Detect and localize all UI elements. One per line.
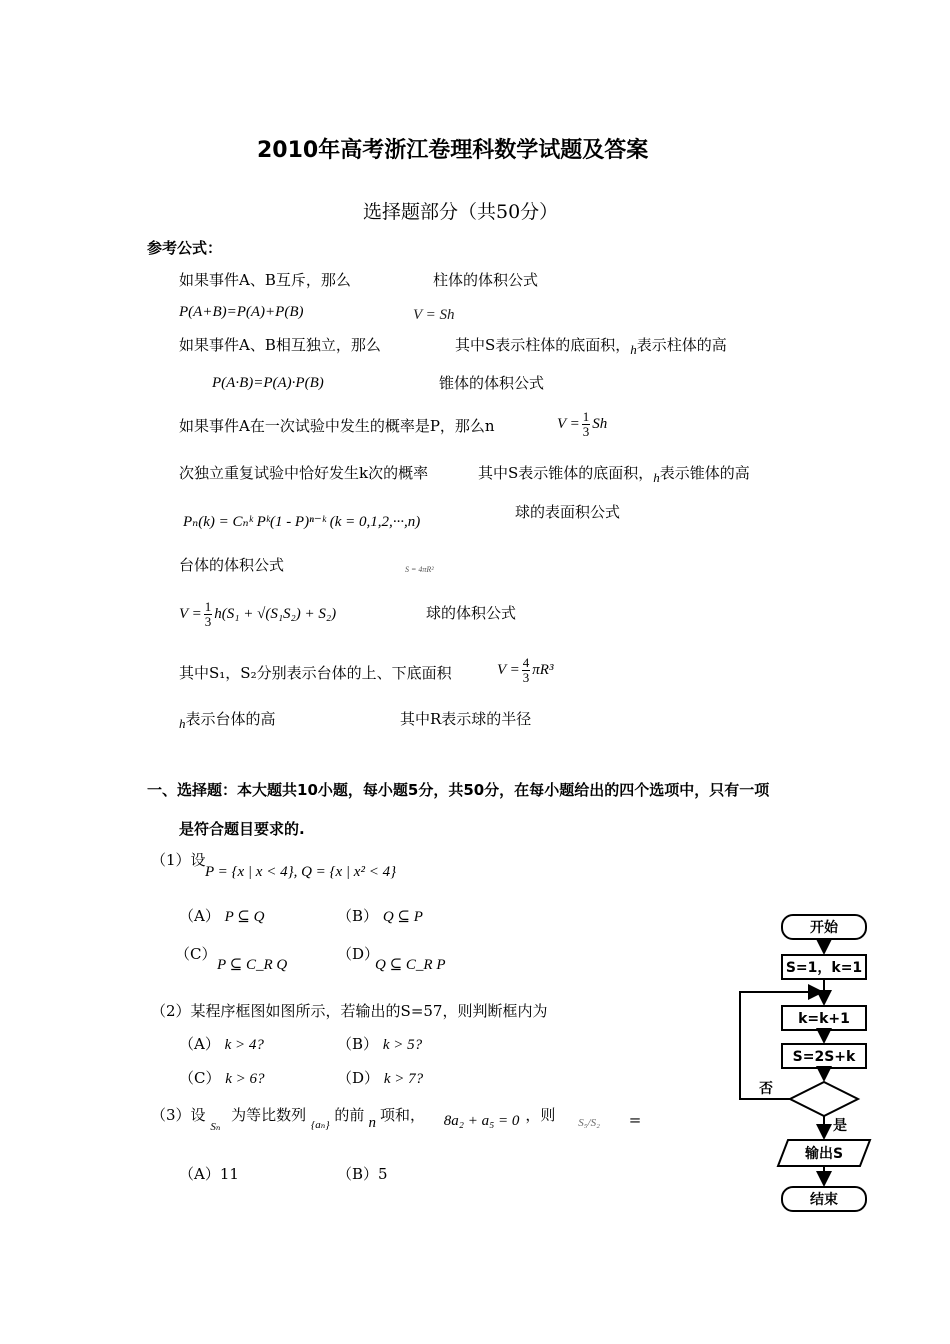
prism-volume-formula: V = Sh xyxy=(413,307,455,323)
q2-text: （2）某程序框图如图所示，若输出的S=57，则判断框内为 xyxy=(151,1002,548,1020)
program-flowchart xyxy=(730,905,880,1225)
frustum-description: 其中S₁，S₂分别表示台体的上、下底面积 xyxy=(179,664,452,682)
prism-volume-title: 柱体的体积公式 xyxy=(433,271,539,289)
q1-option-d-label: （D） xyxy=(337,945,380,963)
q1-option-d: Q ⊆ C_R P xyxy=(375,957,446,973)
repeated-trials-text: 次独立重复试验中恰好发生k次的概率 xyxy=(179,464,429,482)
flow-update-label: S=2S+k xyxy=(792,1049,856,1065)
cone-volume-title: 锥体的体积公式 xyxy=(439,374,545,392)
q1-sets: P = {x | x < 4}, Q = {x | x² < 4} xyxy=(205,864,397,880)
binomial-formula: Pₙ(k) = Cₙᵏ Pᵏ(1 - P)ⁿ⁻ᵏ (k = 0,1,2,···,n) xyxy=(183,514,421,530)
frustum-height-description: h表示台体的高 xyxy=(179,710,276,731)
multiplication-rule: P(A·B)=P(A)·P(B) xyxy=(212,375,324,391)
addition-rule: P(A+B)=P(A)+P(B) xyxy=(179,304,304,320)
q3-text: （3）设 $_{S_n}$ 为等比数列 $_{\{a_n\}}$ 的前 n 项和， 8a₂ + a₅ = 0 ，则 $_{S_5/S_2}$ = xyxy=(151,1106,642,1133)
sphere-surface-formula: S = 4πR² xyxy=(405,565,434,574)
section-subtitle: 选择题部分（共50分） xyxy=(363,201,559,223)
q2-option-b: （B） k > 5? xyxy=(337,1035,423,1053)
q1-option-c-label: （C） xyxy=(175,945,217,963)
flow-init-label: S=1，k=1 xyxy=(785,960,863,976)
prism-description: 其中S表示柱体的底面积，h表示柱体的高 xyxy=(455,336,727,357)
flow-no-label: 否 xyxy=(759,1081,773,1097)
formulas-heading: 参考公式： xyxy=(147,239,223,257)
page-title: 2010年高考浙江卷理科数学试题及答案 xyxy=(257,138,649,163)
frustum-volume-title: 台体的体积公式 xyxy=(179,556,285,574)
trial-probability-text: 如果事件A在一次试验中发生的概率是P，那么n xyxy=(179,417,495,435)
section-instructions-line2: 是符合题目要求的. xyxy=(179,820,305,838)
q3-option-a: （A）11 xyxy=(179,1165,239,1183)
cone-volume-formula: V = $\frac{1}{3}$ Sh xyxy=(557,409,608,439)
flow-yes-label: 是 xyxy=(833,1118,847,1134)
flow-decision-node xyxy=(790,1082,858,1116)
sphere-surface-title: 球的表面积公式 xyxy=(515,503,621,521)
q1-option-c: P ⊆ C_R Q xyxy=(217,957,288,973)
q2-option-c: （C） k > 6? xyxy=(179,1069,265,1087)
sphere-volume-title: 球的体积公式 xyxy=(426,604,517,622)
section-instructions-line1: 一、选择题：本大题共10小题，每小题5分，共50分，在每小题给出的四个选项中，只有一项 xyxy=(147,781,770,799)
q1-label: （1）设 xyxy=(151,851,206,869)
cone-description: 其中S表示锥体的底面积，h表示锥体的高 xyxy=(478,464,750,485)
flow-increment-label: k=k+1 xyxy=(798,1011,850,1027)
flow-output-label: 输出S xyxy=(804,1146,844,1162)
q3-option-b: （B）5 xyxy=(337,1165,388,1183)
frustum-volume-formula: V = $\frac{1}{3}$ h(S₁ + √(S₁S₂) + S₂) xyxy=(179,599,337,629)
sphere-radius-description: 其中R表示球的半径 xyxy=(400,710,532,728)
flow-end-label: 结束 xyxy=(810,1192,838,1208)
q2-option-a: （A） k > 4? xyxy=(179,1035,264,1053)
q1-option-b: （B） Q ⊆ P xyxy=(337,907,423,925)
independent-events-text: 如果事件A、B相互独立，那么 xyxy=(179,336,381,354)
flow-start-label: 开始 xyxy=(810,920,838,936)
q1-option-a: （A） P ⊆ Q xyxy=(179,907,265,925)
exclusive-events-text: 如果事件A、B互斥，那么 xyxy=(179,271,351,289)
sphere-volume-formula: V = $\frac{4}{3}$ πR³ xyxy=(497,655,554,685)
q2-option-d: （D） k > 7? xyxy=(337,1069,424,1087)
